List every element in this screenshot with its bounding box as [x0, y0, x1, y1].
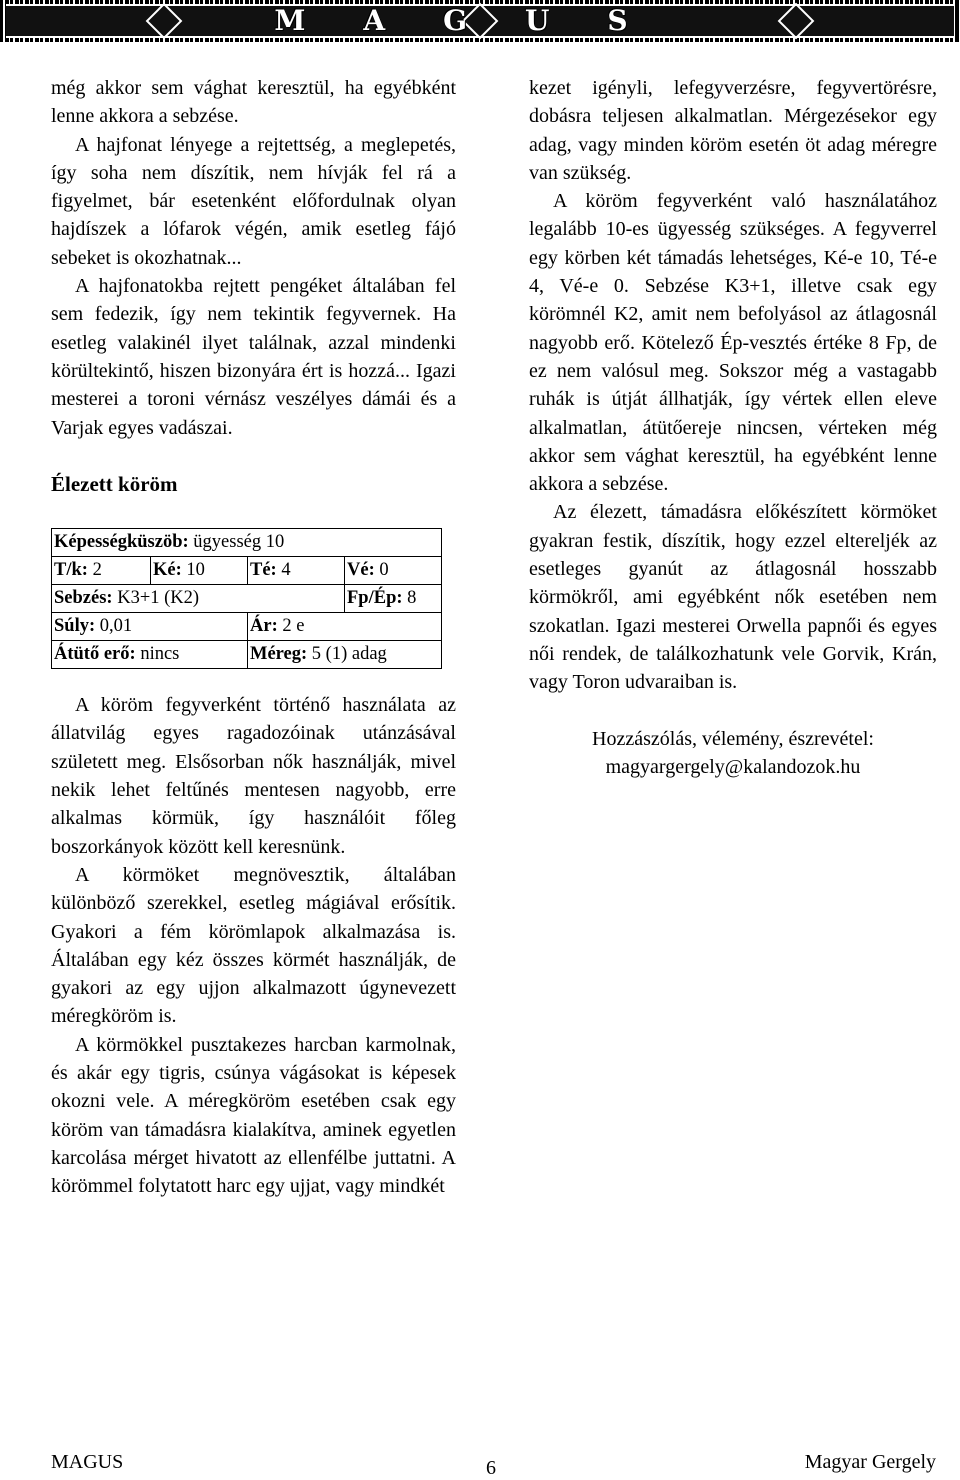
table-row — [52, 641, 442, 669]
stat-label: Sebzés: — [54, 588, 113, 609]
stat-value: 2 — [87, 560, 102, 581]
page-number: 6 — [486, 1457, 496, 1479]
stat-value: 5 (1) adag — [307, 644, 387, 665]
stat-label: Vé: — [347, 560, 375, 581]
stat-label: Té: — [250, 560, 277, 581]
contact-block — [529, 725, 937, 782]
stat-value: 0,01 — [95, 616, 133, 637]
footer-magazine-name: MAGUS — [51, 1451, 124, 1473]
table-cell — [248, 641, 442, 669]
table-cell — [345, 585, 442, 613]
stat-value: K3+1 (K2) — [112, 588, 200, 609]
table-cell — [248, 613, 442, 641]
table-cell — [52, 641, 248, 669]
paragraph: kezet igényli, lefegyverzésre, fegyvertörésre, dobásra teljesen alkalmatlan. Mérgezésekor egy adag, vagy minden köröm esetén öt adag méregre van szükség. — [529, 77, 937, 184]
page-banner — [0, 0, 960, 42]
stat-label: Ár: — [250, 616, 278, 637]
banner-title: MAGUS — [274, 4, 686, 37]
stat-value: 0 — [374, 560, 389, 581]
stat-label: Képességküszöb: — [54, 532, 189, 553]
table-row — [52, 529, 442, 557]
section-heading: Élezett köröm — [51, 471, 178, 496]
table-cell — [52, 529, 442, 557]
table-row — [52, 557, 442, 585]
stat-label: Méreg: — [250, 644, 308, 665]
table-cell — [52, 585, 345, 613]
paragraph: A köröm fegyverként való használatához legalább 10-es ügyesség szükséges. A fegyverrel egy körben két támadás lehetséges, Ké-e 10, Té-e 4, Vé-e 0. Sebzése K3+1, illetve csak egy körömnél K2, amit nem befolyásol az átlagosnál nagyobb erő. Kötelező Ép-vesztés értéke 8 Fp, de ez nem valósul meg. Sokszor még a vastagabb ruhák is útját állhatják, így vértek ellen eleve alkalmatlan, átütőereje nincsen, vérteken még akkor sem vághat keresztül, ha egyébként lenne akkora a sebzése. — [529, 190, 937, 496]
paragraph: A körmöket megnövesztik, általában különböző szerekkel, esetleg mágiával erősítik. Gyakori a fém körömlapok alkalmazása is. Általában egy kéz összes körmét használják, de gyakori az egy ujjon alkalmazott úgynevezett méregköröm is. — [51, 863, 456, 1028]
stat-value: 2 e — [277, 616, 305, 637]
stat-value: 4 — [276, 560, 291, 581]
stat-label: Fp/Ép: — [347, 588, 403, 609]
stat-label: Súly: — [54, 616, 96, 637]
paragraph: A hajfonatokba rejtett pengéket általában fel sem fedezik, így nem tekintik fegyvernek. Ha esetleg valakinél ilyet találnak, azzal mindenki körültekintő, hiszen bizonyára ért is hozzá... Igazi mesterei a toroni vérnász veszélyes dámái és a Varjak egyes vadászai. — [51, 275, 456, 439]
stat-label: T/k: — [54, 560, 88, 581]
table-cell — [52, 557, 151, 585]
table-cell — [248, 557, 345, 585]
paragraph: Az élezett, támadásra előkészített körmöket gyakran festik, díszítik, hogy ezzel eltereljék az esetleges gyanút az átlagosnál hosszabb körmökről, ami egyébként nők esetében nem szokatlan. Igazi mesterei Orwella papnői és egyes női rendek, de találkozhatunk vele Gorvik, Krán, vagy Toron udvaraiban is. — [529, 501, 937, 694]
table-cell — [52, 613, 248, 641]
left-column — [51, 74, 456, 1201]
stat-value: 8 — [402, 588, 417, 609]
right-column — [529, 74, 937, 781]
stat-value: ügyesség 10 — [188, 532, 285, 553]
contact-label: Hozzászólás, vélemény, észrevétel: — [592, 727, 874, 750]
footer-author: Magyar Gergely — [804, 1451, 936, 1473]
stat-label: Ké: — [153, 560, 182, 581]
stat-value: 10 — [181, 560, 205, 581]
paragraph: A hajfonat lényege a rejtettség, a meglepetés, így soha nem díszítik, nem hívják fel rá a figyelmet, bár esetenként előfordulnak olyan hajdíszek a lófarok végén, amik esetleg fájó sebeket is okozhatnak... — [51, 133, 456, 269]
stat-label: Átütő erő: — [54, 644, 136, 665]
paragraph: még akkor sem vághat keresztül, ha egyébként lenne akkora a sebzése. — [51, 77, 456, 128]
paragraph: A köröm fegyverként történő használata az állatvilág egyes ragadozóinak utánzásával született meg. Elsősorban nők használják, mivel nekik lehet feltűnés mentesen nagyobb, erre alkalmas körmük, így használóit főleg boszorkányok között kell keresnünk. — [51, 694, 456, 858]
contact-email-link[interactable]: magyargergely@kalandozok.hu — [605, 755, 861, 778]
paragraph: A körmökkel pusztakezes harcban karmolnak, és akár egy tigris, csúnya vágásokat is képesek okozni vele. A méregköröm esetében csak egy köröm van támadásra kialakítva, aminek egyetlen karcolása mérget hivatott az ellenfélbe juttatni. A körömmel folytatott harc egy ujjat, vagy mindkét — [51, 1033, 456, 1198]
table-cell — [151, 557, 248, 585]
stat-value: nincs — [135, 644, 180, 665]
table-cell — [345, 557, 442, 585]
weapon-stats-table — [51, 528, 442, 669]
table-row — [52, 585, 442, 613]
table-row — [52, 613, 442, 641]
